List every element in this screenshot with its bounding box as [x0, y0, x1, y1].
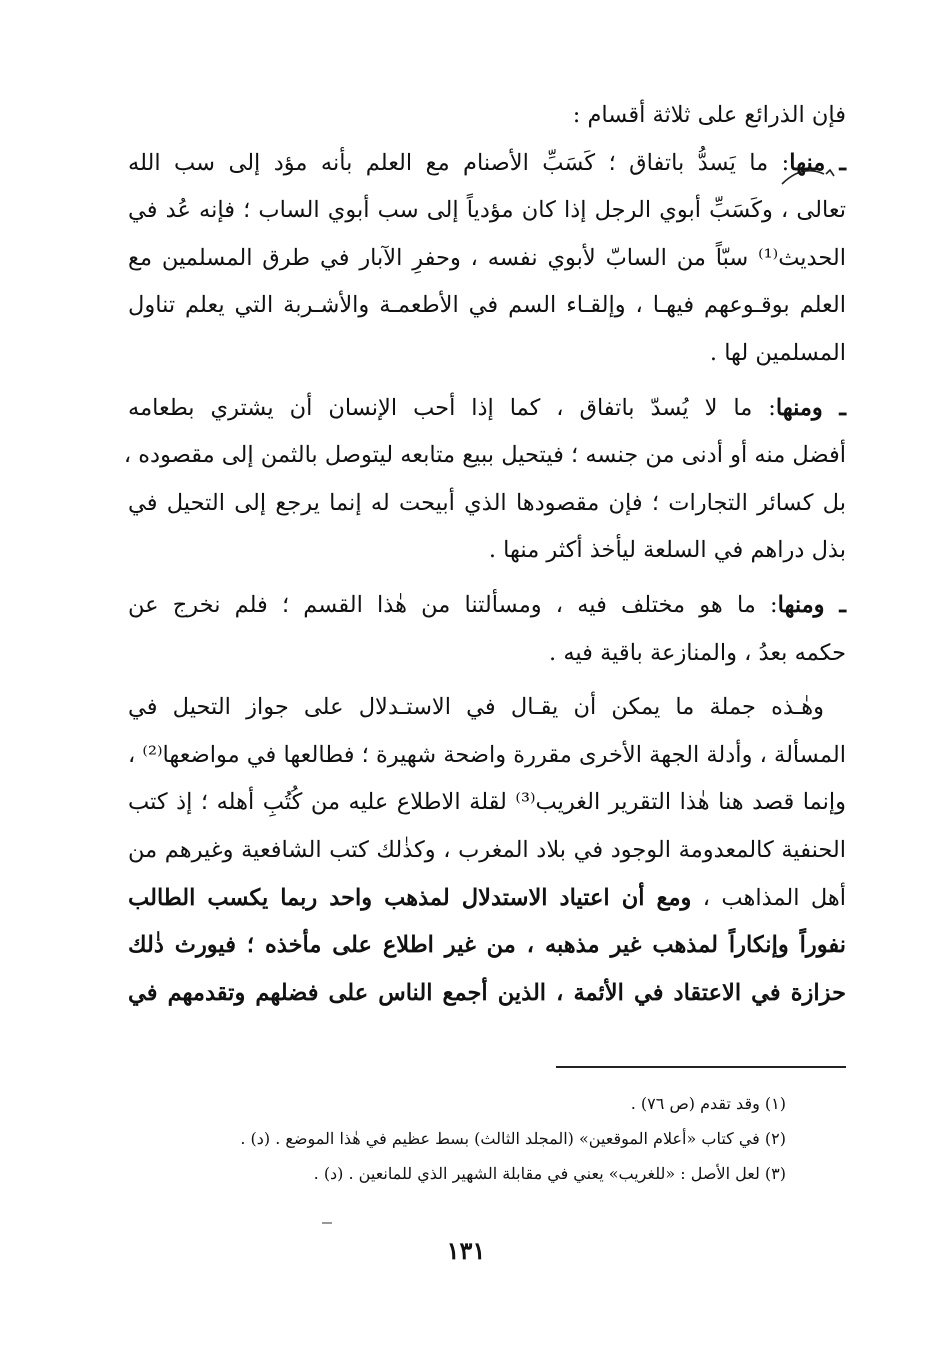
- bold-text-line: نفوراً وإنكاراً لمذهب غير مذهبه ، من غير اطلاع على مأخذه ؛ فيورث ذٰلك: [128, 932, 846, 959]
- paragraph-1: [128, 140, 846, 378]
- text-line: بذل دراهم في السلعة ليأخذ أكثر منها .: [488, 537, 846, 564]
- text-line: الحديث⁽¹⁾ سبّاً من السابّ لأبوي نفسه ، وحفرِ الآبار في طرق المسلمين مع: [128, 244, 846, 271]
- print-speck: [322, 1222, 332, 1224]
- text-line: وهٰـذه جملة ما يمكن أن يقـال في الاستـدلال على جواز التحيل في: [128, 694, 824, 721]
- text-line: أهل المذاهب ،: [691, 884, 846, 911]
- text-line: تعالى ، وكَسَبِّ أبوي الرجل إذا كان مؤدياً إلى سب أبوي الساب ؛ فإنه عُد في: [128, 197, 846, 224]
- footnote-divider: [556, 1066, 846, 1068]
- footnote-2: (٢) في كتاب «أعلام الموقعين» (المجلد الثالث) بسط عظيم في هٰذا الموضع . (د) .: [240, 1129, 786, 1148]
- paragraph-3-lead: ـ ومنها: [777, 591, 846, 618]
- page-number: ١٣١: [446, 1236, 486, 1265]
- text-line: بل كسائر التجارات ؛ فإن مقصودها الذي أبيحت له إنما يرجع إلى التحيل في: [128, 489, 846, 516]
- text-line: العلم بوقـوعهم فيهـا ، وإلقـاء السم في الأطعمـة والأشـربة التي يعلم تناول: [128, 292, 846, 319]
- intro-line: فإن الذرائع على ثلاثة أقسام :: [572, 102, 846, 128]
- text-line: أفضل منه أو أدنى من جنسه ؛ فيتحيل ببيع متابعه ليتوصل بالثمن إلى مقصوده ،: [123, 442, 846, 469]
- text-line: المسألة ، وأدلة الجهة الأخرى مقررة واضحة شهيرة ؛ فطالعها في مواضعها⁽²⁾ ،: [128, 741, 846, 768]
- text-line: : ما لا يُسدّ باتفاق ، كما إذا أحب الإنسان أن يشتري بطعامه: [128, 394, 776, 421]
- footnote-1: (١) وقد تقدم (ص ٧٦) .: [630, 1094, 786, 1113]
- footnote-3: (٣) لعل الأصل : «للغريب» يعني في مقابلة الشهير الذي للمانعين . (د) .: [313, 1164, 786, 1183]
- paragraph-2: [123, 385, 847, 575]
- text-line: : ما هو مختلف فيه ، ومسألتنا من هٰذا القسم ؛ فلم نخرج عن: [128, 591, 778, 618]
- paragraph-3: [128, 582, 846, 677]
- paragraph-1-lead: ـ منها: [789, 149, 847, 176]
- text-line: حكمه بعدُ ، والمنازعة باقية فيه .: [549, 639, 846, 666]
- paragraph-4: [128, 684, 846, 1017]
- text-line: المسلمين لها .: [709, 339, 846, 366]
- main-text: [123, 92, 847, 1017]
- bold-text: ومع أن اعتياد الاستدلال لمذهب واحد ربما يكسب الطالب: [128, 884, 692, 911]
- text-line: : ما يَسدُّ باتفاق ؛ كَسَبِّ الأصنام مع العلم بأنه مؤد إلى سب الله: [128, 149, 790, 176]
- footnotes: [140, 1086, 786, 1191]
- bold-text-line: حزازة في الاعتقاد في الأئمة ، الذين أجمع الناس على فضلهم وتقدمهم في: [128, 979, 846, 1006]
- text-line: وإنما قصد هنا هٰذا التقرير الغريب⁽³⁾ لقلة الاطلاع عليه من كُتُبِ أهله ؛ إذ كتب: [128, 789, 846, 816]
- text-line: الحنفية كالمعدومة الوجود في بلاد المغرب ، وكذٰلك كتب الشافعية وغيرهم من: [128, 836, 846, 863]
- paragraph-2-lead: ـ ومنها: [775, 394, 847, 421]
